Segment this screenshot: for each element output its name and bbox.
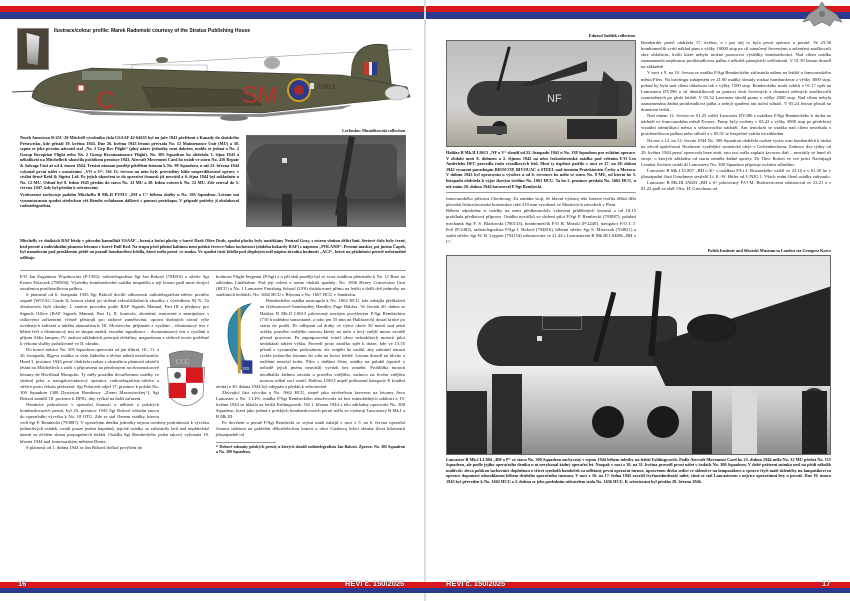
paragraph: V noci z 9. na 10. června se osádka F/Sgt Rembeckého zúčastnila náletu na letiště u francouzského města Flers. Na briefingu zahájeném ve 21.00 osádky dostaly rozkaz bombardovat z výšky 3000 stop, pokud by byla nad cílem oblačnost tak z výšky 1500 stop. Rembeckého muži vzlétli v 01.17 opět na Lancasteru DV286 a cíl identifikovali za pomoci šesti červených a dvanácti zelených značkovačů rozmístěných po ploše letiště. V 03.32 Lancaster shodil pumy z výšky 2000 stop. Nad cílem nebyla zaznamenána žádná protiletadlová palba a nebyli spatřeni ani noční stíhači. V 05.24 letoun přistál na domácím letišti.	[641, 70, 831, 113]
magazine-issue-right: REVI č. 150/2025	[446, 579, 506, 588]
paragraph: Nemíníce pokračovat v operační činnosti u některé z polských bombardovacích perutí, byl 23. prosince 1943 Sgt Bokroš odeslán znovu do operačního výcviku k No. 18 OTU. Zde se stal členem osádky, kterou vedl Sgt F. Rembecki (793887). V operačním deníku jednotky nejsou uvedeny podrobnosti k výcviku jednotlivých osádek, uvádí pouze jména kapitánů, jejichž osádky se zúčastnily letů nad nepřátelské území za účelem shozu propagačních letáků. Osádka Sgt Rembeckého jeden takový vykonala 18. března 1944 nad francouzským městem Dreux.	[20, 401, 209, 444]
profile-caption	[20, 135, 239, 209]
paragraph: Na noc z 12. na 13. června 1944 No. 300 Squadron obdržela rozkaz vyslat osm bombardérů k útoku na závod společnosti Nordstern vyrábějící syntetické oleje v Gelsenkirchenu. Zatímco dva týdny od 29. května 1944 peruť operovala beze ztrát, tato noc měla zaplatit krvavou daň – nevrátily se hned tři stroje, o kterých základna od startu neměla žádné zprávy. Dr Theo Boiten ve své práci Nachtjagd Combat Archive uvádí tři Lancastery No. 300 Squadron připisuje nočním stíhačům.	[641, 137, 831, 167]
photo-credit-left: Lechosław Musiałkowski collection	[342, 128, 405, 133]
page-number-right: 17	[822, 579, 831, 588]
photo1-caption: Halifax B Mk.II L9613 „NF o V“ sloužil od 22. listopadu 1941 u No. 138 Squadron pro zvláštní operace. V období mezi 8. dubnem a 2. říjnem 1942 na něm československá osádka pod velením F/O Leo Anderleho DFC provedla řadu výsadkových letů. Mezi ty úspěšné patřilo v noci ze 27. na 28. dubna 1942 vysazení paraskupin BIOSCOP, BIVOUAC a STEEL nad územím Protektorátu Čechy a Morava. V dubnu 1943 byl opravován u výrobce a od 6. července ho měla ve stavu No. 8 MU, od kterní ho 3. listopadu obdržela k výjor ikovým účelům No. 1661 HCU. Ta ho 2. prosince předala No. 1662 HCU, u níž znám 20. dubna 1944 havaroval F/Sgt Rembecki.	[446, 150, 636, 189]
divider-left	[20, 270, 406, 271]
paragraph: Po dovršení u perutě F/Sgt Rembecki se svými muži zahájil v noci z 5. na 6. června operační činnost náletem na pobřežní dělostřeleckou baterii u obce Grisbecq ležící zhruba třicet kilometrů jihozápadně od	[216, 420, 405, 438]
right-column-2-wrap	[641, 40, 831, 192]
paragraph: S platností od 6. listopadu 1943 Sgt Bokroš docílil odbornosti radiotelegrafista-střelec prvního stupně (WO/AG Grade I), kterou získal po složení rekvalifikačních zkoušky s výsledkem 84 %. Ta obsahovala čtyři okruhy: I. znalost procedur podle RAF Signals Manual, Part III a předpisy pro Signals Office (RAF Signals Manual, Part I); II. kontrola, zkoušení, nastavení a manipulace s radiovými zařízeními včetně přístrojů pro rádiové zaměřování, oprava drobných závad výše uvedených zařízení a údržba akumulátorů; III. Morseovka: příjímání a vysílání – třiminutový test v běžné řeči a tříminutový test ze skupin znaků, vizuální signalizace – dvouminutový test z vysílání a příjmu Aldis lampou; IV. znalost základních principů elektřiny, magnetismu a rádiové teorie potřebné k výkonu služby požadované ve II. okruhu.	[20, 292, 209, 347]
eagle-emblem-icon	[800, 0, 845, 32]
photo1-credit: Eduard Sadílek collection	[588, 33, 635, 38]
footnote: ¹¹ Dobové odznaky polských perutí, u kterých sloužil radiotelegrafista Jan Bokroš. Zprava: No. 305 Squadron a No. 300 Squadron.	[216, 443, 405, 454]
aircraft-serial: FV913	[317, 85, 335, 91]
badge-300-squadron-image	[216, 300, 256, 380]
divider-right	[446, 192, 636, 193]
footer-stripe-blue	[0, 588, 850, 593]
paragraph: Lancaster B Mk.III JA683 „BH o S“ pilotovaný F/O M. Burkiewiczem odstartoval ve 23.21 a v 01.22 padl za oběť Ofw. H. Gieschena od	[641, 180, 831, 192]
lancaster-photo	[446, 255, 831, 455]
aircraft-code: SM	[242, 82, 278, 109]
aircraft-profile-illustration	[12, 35, 412, 130]
paragraph: Bombardér pernč obdržela 17. května, a i pro něj to byla první operace u perutě. Ve 23.38 bombometčík svrhl náklad pum z výšky 10000 stop na cíl označený červenými a zelenými značkovači skrz oblačnost, kvůli které nebylo možné pozorovat výsledky bombardování. Nad cílem osádka zaznamenala nepřesnou protiletadlovou palbu a několik pátrajících světlometů. V 01.39 letoun dosedl na základně.	[641, 40, 831, 70]
badge-305-squadron-image	[163, 349, 209, 415]
footnote-rule	[216, 442, 276, 443]
page-gutter	[424, 0, 426, 601]
photo2-caption: Lancaster B Mk.I LL804 „BH o P“ ze stavu No. 300 Squadron zachycený v srpnu 1944 během údržby na letišti Faldingworth. Podle Aircraft Movement Card ho 23. dubna 1944 měla No. 32 MU předat No. 115 Squadron, ale podle jejího operačního deníku u ní nevykonal žádný operační let. Naopak v noci z 30. na 31. května provedl první nálet v řadách No. 300 Squadron. V době pořízení snímku nesl na přídi několik malůvek: zleva polskou šachovnici doplněnou o třicet symbolů bombiček za odlétaný první operační turnus, upravenou dívku sedící ve skleničce na lampasákovi a vpravo čtyři malé skleničky na lampašíkovi za operace dopomoci odsouhlasení během druhého operačního turnusu. V noci z 16. na 17. ledna 1945 završil čtyřiasedmdesátý nálet, čímž se stal Lancasterem s nejvíce operačními lety u perutě. Dne 19. února 1945 byl převeden k No. 1662 HCU a 5. dubna se jeho posledním uživatelem stala No. 1656 HCU. K sešrotování byl předán 28. března 1946.	[446, 457, 831, 484]
right-column-2	[641, 40, 831, 192]
magazine-issue-left: REVI č. 150/2025	[345, 579, 405, 588]
halifax-photo	[446, 40, 636, 147]
paragraph: hodnosti Flight Sergeant (F/Sgt) a o pět dnů později byl se svou osádkou přemístěn k No. 11 Base na základnu Lindholme. Pod její velení v tomto období spadaly: No. 1656 Heavy Conversion Unit (HCU) a No. 1 Lancaster Finishing School (LFS) dislokované přímo na letišti a další dvě jednotky na satelitních letištích: No. 1662 HCU v Blytonu a No. 1667 HCU v Sandtoftu.	[216, 274, 405, 298]
right-column-1-wrap	[446, 150, 636, 245]
paragraph: Lancaster B Mk.I LL807 „BH o K“ s osádkou F/Lt J. Rozanského vzlétl ve 23.16 a v 01.30 ho v jihozápadní části Unselmeer sestřelil Lt. E.-W. Hitler od 3./NJG 1. Všech sedm členů osádky zahynulo.	[641, 167, 831, 180]
right-column-1	[446, 196, 636, 245]
paragraph: F/O Jan Eugeniusz Wąsikowski (P-1582), radiotelegrafista Sgt Jan Bokroš (794816) a střelec Sgt Ernest Polaczek (780504). Výsledky bombardování osádka nespatřila a její letoun padl mezi dvojicí zasaženou protiletadlovou palbou.	[20, 274, 209, 292]
page-number-left: 16	[18, 579, 27, 588]
paragraph: Během odpoledne si osádky na zemi předkontrolaly vybavení přidělených letounů a od 18.15 probíhala předletová příprava. Osádku nováčků ve složení pilot F/Sgt F. Rembecki (793887), palubní mechanik Sgt F. S. Bladowski (780133), bombometčík F/O B. Morski (P-2240), navigátor F/O I. J. Feil (P-2485), radiotelegrafista F/Sgt J. Bokroš (794816), hřbetní střelec Sgt S. Miszczak (704821) a zadní střelec Sgt W. B. Leppert (794154) odstartovala ve 21.44 s Lancasterem B Mk.III LM286 „BH o C“.	[446, 208, 636, 244]
photo2-credit: Polish Institute and Sikorski Museum in London via Grzegorz Korcz	[707, 248, 831, 253]
paragraph: S platností od 1. dubna 1944 se Jan Bokroš dočkal povýšení do	[26, 444, 143, 450]
left-column-1	[20, 274, 209, 580]
svg-text:CCC: CCC	[175, 359, 190, 367]
photo2-block	[446, 248, 831, 484]
paragraph: francouzského přístavu Cherbourg. Za zmínku stojí, že hlavní výzbroj této baterie tvořila těžká děla původní československé konstrukce ráže 210 mm vyrobená ve Škodových závodech v Plzni.	[446, 196, 636, 208]
aircraft-letter: C	[97, 87, 115, 114]
badge-305-text: 305	[242, 366, 250, 372]
photo1-aircraft-code: NF	[547, 93, 562, 105]
mitchell-crew-photo	[246, 135, 406, 227]
paragraph: Nad ránem 12. června ve 01.25 vzlétl Lancaster DV286 s osádkou F/Sgt Rembeckého k útoku na nádraží ve francouzském městě Evreux. Pumy byly svrženy v 03.22 z výšky 3000 stop po předchozí vizuální identifikaci města a seřazovacího nádraží. Ani tentokrát se osádka nad cílem nesetkala s protiletadlovou palbou nebo stíhači a v 05.01 se bezpečně vrátila na základnu.	[641, 113, 831, 137]
profile-credit: Ilustrace/colour profile: Marek Radomski courtesy of the Stratus Publishing House	[54, 28, 251, 34]
paragraph: Rembeckého osádka nastoupila k No. 1662 HCU, kde zahájila přeškolení na čtyřmotorové bombardéry Handley Page Halifax. Ve čtvrtek 20. dubna se Halifax B Mk.II L9613 pilotovaný nezitým povýšeným F/Sgt Rembeckim (710 h nalétáno samostatně, z toho jen 55 min na Halifaxech) dostal krátce po startu do potíží. Po odlepení od dráhy ve výšce okolo 50 metrů nad zemí otáčky pravého vnějšího motoru klesly na nulu a levý vnější motor rovněž přestal pracovat. Po zapraporování vrtulí obou nefunkčních motorů pilot nedokázal udržet výšku. Provedl proto zatáčku zpět k dráze, kde ve 13.55 přistál s vysunutým podvozkem, ale vzápětí ho zatáhl, aby zabránil nárazu rychle jedoucího letounu do valu na konci letiště. Letoun dosedl na břicho a nalétání nezačal hořet. Pilot s dalšími členy osádky na palubě (zprávě o nehodě jejich jména neuvádí) vyvázli bez zranění. Prohlídka motorů neodhalila žádnou závadu u pravého vnějšího, zatímco na levém vnějším motoru selhal sací ventil. Halifax L9613 utrpěl poškození kategorie E (totální ztráta) a 30. dubna 1944 byl odepsán a předán k sešrotování.	[216, 298, 405, 389]
paragraph: Do konce měsíce No. 305 Squadron operovala už jen třikrát, 10., 11. a 26. listopadu, Illgova osádka se však žádného z těchto náletů nezúčastnila. Hned 3. prosince 1943 peruť obdržela rozkaz s okamžitou platností ukončit létání na Mitchellech a začít s přípravami na přezbrojení na dvoumotorové letouny de Havilland Mosquito. Ty měly posádku dvoučlennou osádky ve složení pilot a navigátor/radarový operátor, radiotelegrafisty-střelce a střelce proto čekalo přeřazení: Sgt Polaczek odjel 17. prosince k polské No. 300 Squadron (300 Dywizjon Bombowy „Ziemi Mazowieckiej“), Sgt Bokroš zamířil 18. prosince k DPIG, aby vyčkal na další zařazení.	[20, 347, 159, 401]
left-column-2	[216, 274, 405, 454]
profile-caption-p3: Mitchelly ve službách RAF létaly v původní kamufláži USAAF – horní a boční plochy v barvě Dark Olive Drab, spodní plochy byly nastříkány Neutral Gray, s ostrou vlnitou dělící linií. Sériové číslo bylo černé, kód perutě a individuální písmeno letounu v barvě Dull Red. Na trupu před pilotní kabinou není polská čtverce-bílou šachovnicí (obdoba kokardy RAF) s nápisem „POLAND“. Perutní maskot, psí jméno Čapek, byl namalován pod prosklením přídě na pozadí bombardéru křídla, které měla peruť ve znaku. Ve spodní části křídla pod displejem měl nápisu zkratka hodnosti „AC2“, která na příslušníci perutě neformálně odlišuje.	[20, 238, 406, 260]
profile-caption-p2: Vyobrazení zachycuje podobu Mitchellu B Mk.II FV913 „SM o C“ během služby u No. 305 Squadron. Letoun má vymontovanou spodní střeleckou věž Bendix ovládanou dálkově s pomocí periskopu. V případě potřeby ji obsluhoval radiotelegrafista.	[20, 191, 239, 209]
paragraph: Zbývající část výcviku u No. 1662 HCU, stejně jako závěrečnou konverzi na letouny Avro Lancaster u No. 1 LFS, osádka F/Sgt Rembeckého absolvovala už bez mimořádných událostí a 19. května 1944 se hlásila na letišti Faldingworth. Od 1. března 1944 z této základny operovala No. 300 Squadron, která jako jediná z polských bombardovacích perutí měla ve výzbroji Lancastery B Mk.I a B Mk.III.	[216, 389, 405, 420]
profile-caption-p1: North American B-25C-20 Mitchell výrobního čísla USAAF 42-64635 byl na jaře 1943 přelétnut z Kanady do skotského Prestwicku, kde přistál 19. května 1943. Dne 26. května 1943 letoun převzala No. 12 Maintenance Unit (MU) a 30. srpna se jeho prvním uživatel stal „No. 2 Grp Rec Flight“ (plný název jednotky není doložen, mohlo se jednat o No. 2 Group Reception Flight nebo No. 2 Group Reconnaissance Flight). No. 305 Squadron ho obdržela 3. října 1943 a několikrát na Mitchellech ukončila počátkem prosince 1943, Aircraft Movement Card ho uvádí ve stavu No. 416 Repair & Salvage Unit až od 4. února 1944. Trestní záznam později přidělení letounu k No. 98 Squadron, u níž 23. března 1944 vykonal první nálet s označením „VO o O“. Od 13. června na něm byly prováděny blíže nespecifikované opravy v civilní firmě Reid & Sigrist Ltd. Po jejich ukončení se do operační činnosti již nevrátil a 6. října 1944 byl uskladněn u No. 12 MU. Odsud byl 8. ledna 1945 předán do stavu No. 32 MU a 20. ledna vrácen k No. 12 MU. Zde setrval do 5. června 1947, kdy byl předán k sešrotování.	[20, 135, 239, 191]
